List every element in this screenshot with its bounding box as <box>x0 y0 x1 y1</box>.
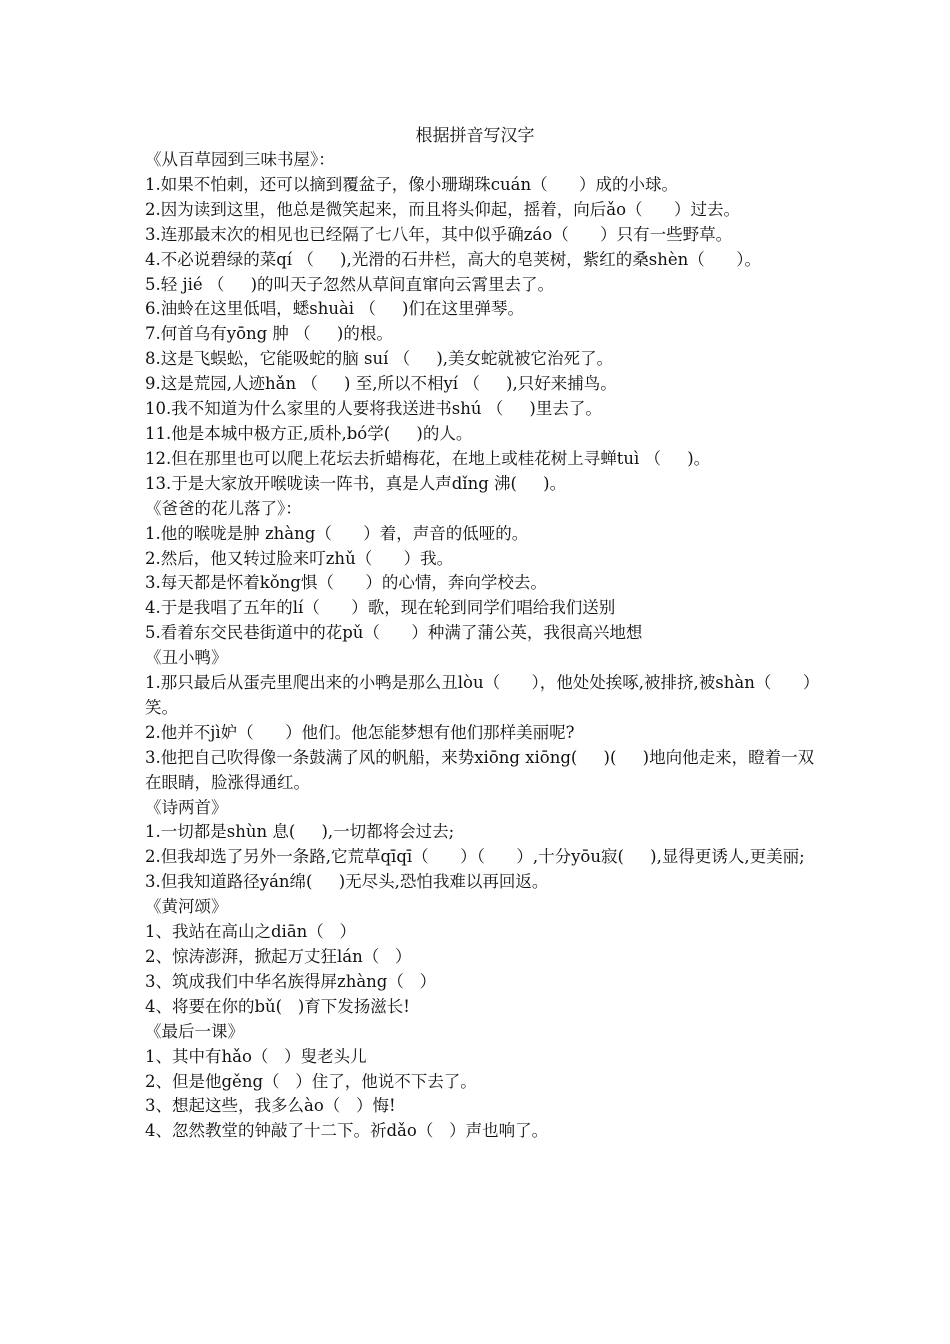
exercise-item: 13.于是大家放开喉咙读一阵书，真是人声dǐng 沸( )。 <box>145 473 567 493</box>
section-heading: 《黄河颂》 <box>145 897 228 917</box>
exercise-item: 10.我不知道为什么家里的人要将我送进书shú （ )里去了。 <box>145 399 602 419</box>
exercise-item: 3、筑成我们中华名族得屏zhàng（ ） <box>145 971 437 991</box>
exercise-item: 3.但我知道路径yán绵( )无尽头,恐怕我难以再回返。 <box>145 872 549 892</box>
exercise-item: 4.于是我唱了五年的lí（ ）歌，现在轮到同学们唱给我们送别 <box>145 598 616 618</box>
section-heading: 《爸爸的花儿落了》： <box>145 498 302 518</box>
exercise-item: 8.这是飞蜈蚣，它能吸蛇的脑 suí （ ),美女蛇就被它治死了。 <box>145 349 614 369</box>
exercise-item: 6.油蛉在这里低唱，蟋shuài （ )们在这里弹琴。 <box>145 299 524 319</box>
exercise-item: 4、忽然教堂的钟敲了十二下。祈dǎo（ ）声也响了。 <box>145 1121 549 1141</box>
exercise-item: 3、想起这些，我多么ào（ ）悔! <box>145 1096 396 1116</box>
section-heading: 《从百草园到三味书屋》： <box>145 150 335 169</box>
exercise-item: 2.然后，他又转过脸来叮zhǔ（ ）我。 <box>145 548 454 568</box>
exercise-item: 1、我站在高山之diān（ ） <box>145 922 357 942</box>
exercise-item: 3.每天都是怀着kǒng惧（ ）的心情，奔向学校去。 <box>145 573 547 593</box>
exercise-item: 7.何首乌有yōng 肿 （ )的根。 <box>145 324 393 344</box>
section-heading: 《最后一课》 <box>145 1021 244 1041</box>
exercise-content <box>145 148 825 1144</box>
exercise-item: 5.看着东交民巷街道中的花pǔ（ ）种满了蒲公英，我很高兴地想 <box>145 623 643 643</box>
exercise-item: 9.这是荒园,人迹hǎn （ ) 至,所以不相yí （ ),只好来捕鸟。 <box>145 374 617 394</box>
exercise-item: 2、但是他gěng（ ）住了，他说不下去了。 <box>145 1071 477 1091</box>
exercise-item: 12.但在那里也可以爬上花坛去折蜡梅花，在地上或桂花树上寻蝉tuì （ )。 <box>145 448 711 468</box>
exercise-item: 11.他是本城中极方正,质朴,bó学( )的人。 <box>145 423 473 443</box>
exercise-item: 2.因为读到这里，他总是微笑起来，而且将头仰起，摇着，向后ǎo（ ）过去。 <box>145 199 740 219</box>
section-heading: 《丑小鸭》 <box>145 648 228 668</box>
page-title: 根据拼音写汉字 <box>415 126 535 146</box>
exercise-item: 1.如果不怕刺，还可以摘到覆盆子，像小珊瑚珠cuán（ ）成的小球。 <box>145 174 679 194</box>
exercise-item: 1.一切都是shùn 息( ),一切都将会过去; <box>145 822 455 842</box>
exercise-item: 2、惊涛澎湃，掀起万丈狂lán（ ） <box>145 947 412 966</box>
exercise-item: 5.轻 jié （ )的叫天子忽然从草间直窜向云霄里去了。 <box>145 274 555 294</box>
exercise-item: 1、其中有hǎo（ ）叟老头儿 <box>145 1046 367 1066</box>
exercise-item: 4.不必说碧绿的菜qí （ ),光滑的石井栏，高大的皂荚树，紫红的桑shèn（ ）。 <box>145 249 761 269</box>
exercise-item: 4、将要在你的bǔ( )育下发扬滋长! <box>145 996 410 1016</box>
exercise-item: 2.他并不jì妒（ ）他们。他怎能梦想有他们那样美丽呢? <box>145 722 575 742</box>
exercise-item: 3.连那最末次的相见也已经隔了七八年，其中似乎确záo（ ）只有一些野草。 <box>145 224 733 244</box>
section-heading: 《诗两首》 <box>145 797 228 817</box>
exercise-item: 1.他的喉咙是肿 zhàng（ ）着，声音的低哑的。 <box>145 523 529 543</box>
exercise-item: 2.但我却选了另外一条路,它荒草qīqī（ ）（ ）,十分yōu寂( ),显得更诱人,更美丽; <box>145 847 805 867</box>
exercise-item: 3.他把自己吹得像一条鼓满了风的帆船，来势xiōng xiōng( )( )地向他走来，瞪着一双在眼睛，脸涨得通红。 <box>145 747 815 792</box>
exercise-item: 1.那只最后从蛋壳里爬出来的小鸭是那么丑lòu（ ），他处处挨啄,被排挤,被shàn（ ）笑。 <box>145 673 820 717</box>
